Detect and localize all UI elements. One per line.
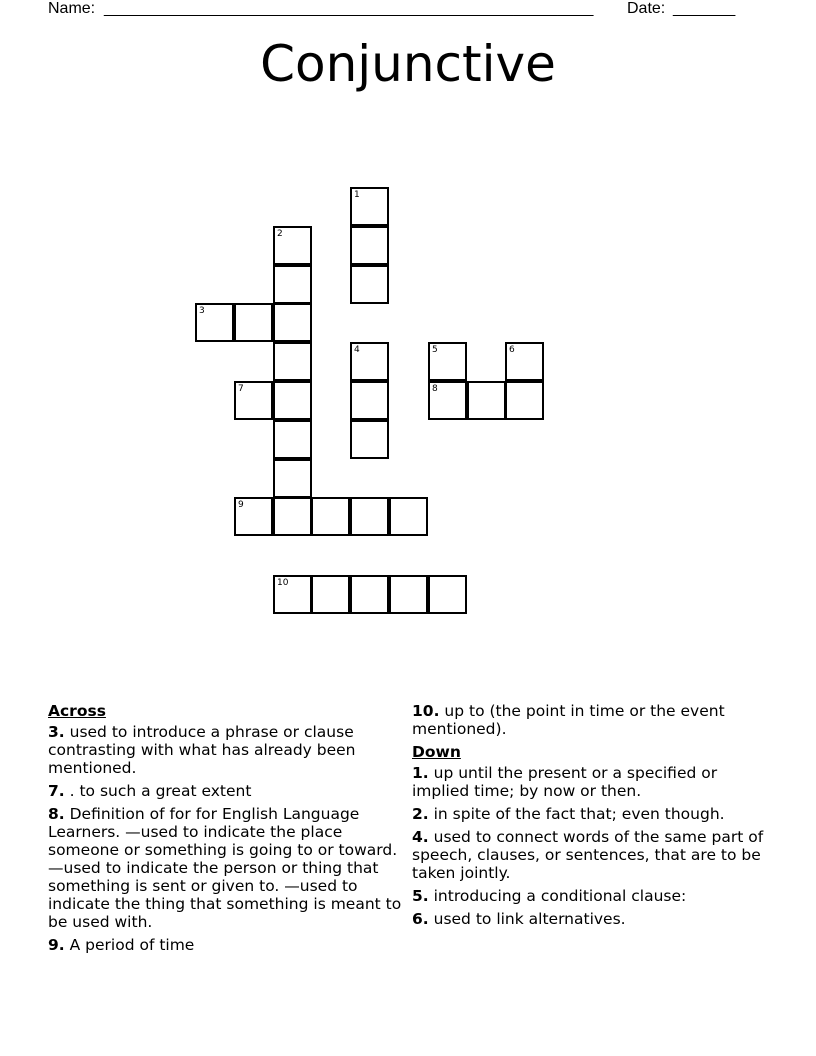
clue-down-2 bbox=[412, 805, 772, 823]
cell-number: 3 bbox=[199, 306, 205, 316]
name-label: Name: bbox=[48, 0, 96, 17]
across-heading: Across bbox=[48, 702, 106, 720]
crossword-cell[interactable] bbox=[195, 303, 234, 342]
cell-number: 1 bbox=[354, 190, 360, 200]
cell-number: 10 bbox=[277, 578, 289, 588]
crossword-cell[interactable] bbox=[389, 575, 428, 614]
crossword-cell[interactable] bbox=[350, 187, 389, 226]
crossword-cell[interactable] bbox=[350, 575, 389, 614]
crossword-cell[interactable] bbox=[389, 497, 428, 536]
clue-down-4 bbox=[412, 828, 772, 882]
clue-number: 8. bbox=[48, 805, 65, 823]
cell-number: 4 bbox=[354, 345, 360, 355]
cell-number: 8 bbox=[432, 384, 438, 394]
cell-number: 9 bbox=[238, 500, 244, 510]
clue-text: used to link alternatives. bbox=[433, 910, 626, 928]
cell-number: 6 bbox=[509, 345, 515, 355]
clue-number: 7. bbox=[48, 782, 65, 800]
crossword-cell[interactable] bbox=[350, 420, 389, 459]
clue-number: 1. bbox=[412, 764, 429, 782]
crossword-cell[interactable] bbox=[350, 381, 389, 420]
clue-number: 9. bbox=[48, 936, 65, 954]
down-heading: Down bbox=[412, 743, 461, 761]
clue-text: used to connect words of the same part of speech, clauses, or sentences, that are to be taken jointly. bbox=[412, 828, 764, 882]
crossword-cell[interactable] bbox=[273, 459, 312, 498]
clues-column-left bbox=[48, 702, 404, 959]
crossword-cell[interactable] bbox=[428, 381, 467, 420]
crossword-cell[interactable] bbox=[311, 575, 350, 614]
crossword-cell[interactable] bbox=[234, 381, 273, 420]
page-title: Conjunctive bbox=[260, 35, 556, 93]
clue-text: in spite of the fact that; even though. bbox=[433, 805, 725, 823]
clues-column-right bbox=[412, 702, 772, 933]
clue-down-6 bbox=[412, 910, 772, 928]
crossword-cell[interactable] bbox=[273, 381, 312, 420]
crossword-cell[interactable] bbox=[350, 342, 389, 381]
clue-number: 2. bbox=[412, 805, 429, 823]
clue-number: 10. bbox=[412, 702, 440, 720]
clue-number: 4. bbox=[412, 828, 429, 846]
date-label: Date: bbox=[627, 0, 666, 17]
cell-number: 5 bbox=[432, 345, 438, 355]
crossword-cell[interactable] bbox=[350, 497, 389, 536]
crossword-cell[interactable] bbox=[273, 303, 312, 342]
crossword-cell[interactable] bbox=[505, 381, 544, 420]
clue-text: up until the present or a specified or implied time; by now or then. bbox=[412, 764, 718, 800]
clue-across-10 bbox=[412, 702, 772, 738]
crossword-cell[interactable] bbox=[273, 497, 312, 536]
cell-number: 2 bbox=[277, 229, 283, 239]
clue-text: A period of time bbox=[69, 936, 195, 954]
crossword-cell[interactable] bbox=[350, 226, 389, 265]
crossword-cell[interactable] bbox=[273, 575, 312, 614]
crossword-cell[interactable] bbox=[273, 265, 312, 304]
clue-across-7 bbox=[48, 782, 404, 800]
crossword-cell[interactable] bbox=[505, 342, 544, 381]
clue-text: Definition of for for English Language Learners. —used to indicate the place someone or something is going to or toward. —used to indicate the person or thing that something is sent or given to. —used to indicate the thing that something is meant to be used with. bbox=[48, 805, 402, 931]
clue-text: up to (the point in time or the event mentioned). bbox=[412, 702, 725, 738]
crossword-cell[interactable] bbox=[273, 226, 312, 265]
crossword-cell[interactable] bbox=[234, 303, 273, 342]
clue-text: introducing a conditional clause: bbox=[433, 887, 687, 905]
clue-across-8 bbox=[48, 805, 404, 931]
clue-across-3 bbox=[48, 723, 404, 777]
name-field-line[interactable]: _______________________________________________________ bbox=[104, 0, 594, 17]
clue-down-5 bbox=[412, 887, 772, 905]
crossword-cell[interactable] bbox=[234, 497, 273, 536]
crossword-cell[interactable] bbox=[311, 497, 350, 536]
crossword-cell[interactable] bbox=[350, 265, 389, 304]
clue-across-9 bbox=[48, 936, 404, 954]
crossword-cell[interactable] bbox=[467, 381, 506, 420]
clue-down-1 bbox=[412, 764, 772, 800]
crossword-cell[interactable] bbox=[273, 420, 312, 459]
clue-number: 3. bbox=[48, 723, 65, 741]
crossword-cell[interactable] bbox=[428, 342, 467, 381]
clue-number: 6. bbox=[412, 910, 429, 928]
date-field-line[interactable]: _______ bbox=[673, 0, 736, 17]
crossword-cell[interactable] bbox=[428, 575, 467, 614]
cell-number: 7 bbox=[238, 384, 244, 394]
clue-text: used to introduce a phrase or clause contrasting with what has already been mentioned. bbox=[48, 723, 356, 777]
crossword-cell[interactable] bbox=[273, 342, 312, 381]
clue-text: . to such a great extent bbox=[69, 782, 252, 800]
clue-number: 5. bbox=[412, 887, 429, 905]
